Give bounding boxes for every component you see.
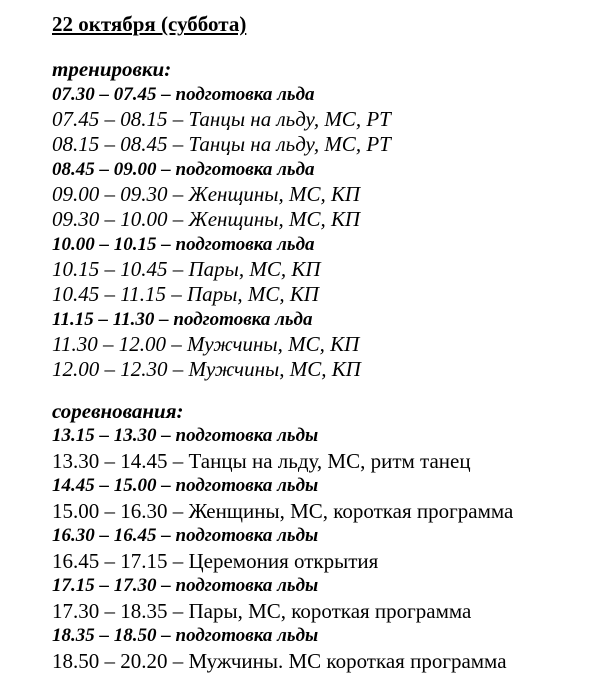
competition-event-row: 17.30 – 18.35 – Пары, МС, короткая программа bbox=[52, 599, 472, 623]
training-session-row: 09.00 – 09.30 – Женщины, МС, КП bbox=[52, 182, 361, 206]
document-title: 22 октября (суббота) bbox=[52, 12, 247, 36]
competition-event-row: 15.00 – 16.30 – Женщины, МС, короткая программа bbox=[52, 499, 514, 523]
ice-preparation-row: 08.45 – 09.00 – подготовка льда bbox=[52, 159, 315, 180]
training-list bbox=[52, 82, 597, 382]
ice-preparation-row: 16.30 – 16.45 – подготовка льды bbox=[52, 525, 319, 546]
training-session-row: 12.00 – 12.30 – Мужчины, МС, КП bbox=[52, 357, 361, 381]
competitions-list bbox=[52, 424, 597, 674]
ice-preparation-row: 18.35 – 18.50 – подготовка льды bbox=[52, 625, 319, 646]
competitions-heading: соревнования: bbox=[52, 399, 184, 423]
competition-event-row: 13.30 – 14.45 – Танцы на льду, МС, ритм танец bbox=[52, 449, 471, 473]
ice-preparation-row: 07.30 – 07.45 – подготовка льда bbox=[52, 84, 315, 105]
training-session-row: 08.15 – 08.45 – Танцы на льду, МС, РТ bbox=[52, 132, 391, 156]
competition-event-row: 18.50 – 20.20 – Мужчины. МС короткая программа bbox=[52, 649, 507, 673]
training-session-row: 09.30 – 10.00 – Женщины, МС, КП bbox=[52, 207, 361, 231]
competition-event-row: 16.45 – 17.15 – Церемония открытия bbox=[52, 549, 379, 573]
ice-preparation-row: 17.15 – 17.30 – подготовка льды bbox=[52, 575, 319, 596]
ice-preparation-row: 10.00 – 10.15 – подготовка льда bbox=[52, 234, 315, 255]
training-session-row: 11.30 – 12.00 – Мужчины, МС, КП bbox=[52, 332, 360, 356]
ice-preparation-row: 14.45 – 15.00 – подготовка льды bbox=[52, 475, 319, 496]
ice-preparation-row: 13.15 – 13.30 – подготовка льды bbox=[52, 425, 319, 446]
training-session-row: 10.45 – 11.15 – Пары, МС, КП bbox=[52, 282, 319, 306]
ice-preparation-row: 11.15 – 11.30 – подготовка льда bbox=[52, 309, 313, 330]
schedule-document bbox=[52, 12, 597, 674]
training-session-row: 07.45 – 08.15 – Танцы на льду, МС, РТ bbox=[52, 107, 391, 131]
training-session-row: 10.15 – 10.45 – Пары, МС, КП bbox=[52, 257, 321, 281]
training-heading: тренировки: bbox=[52, 57, 172, 81]
